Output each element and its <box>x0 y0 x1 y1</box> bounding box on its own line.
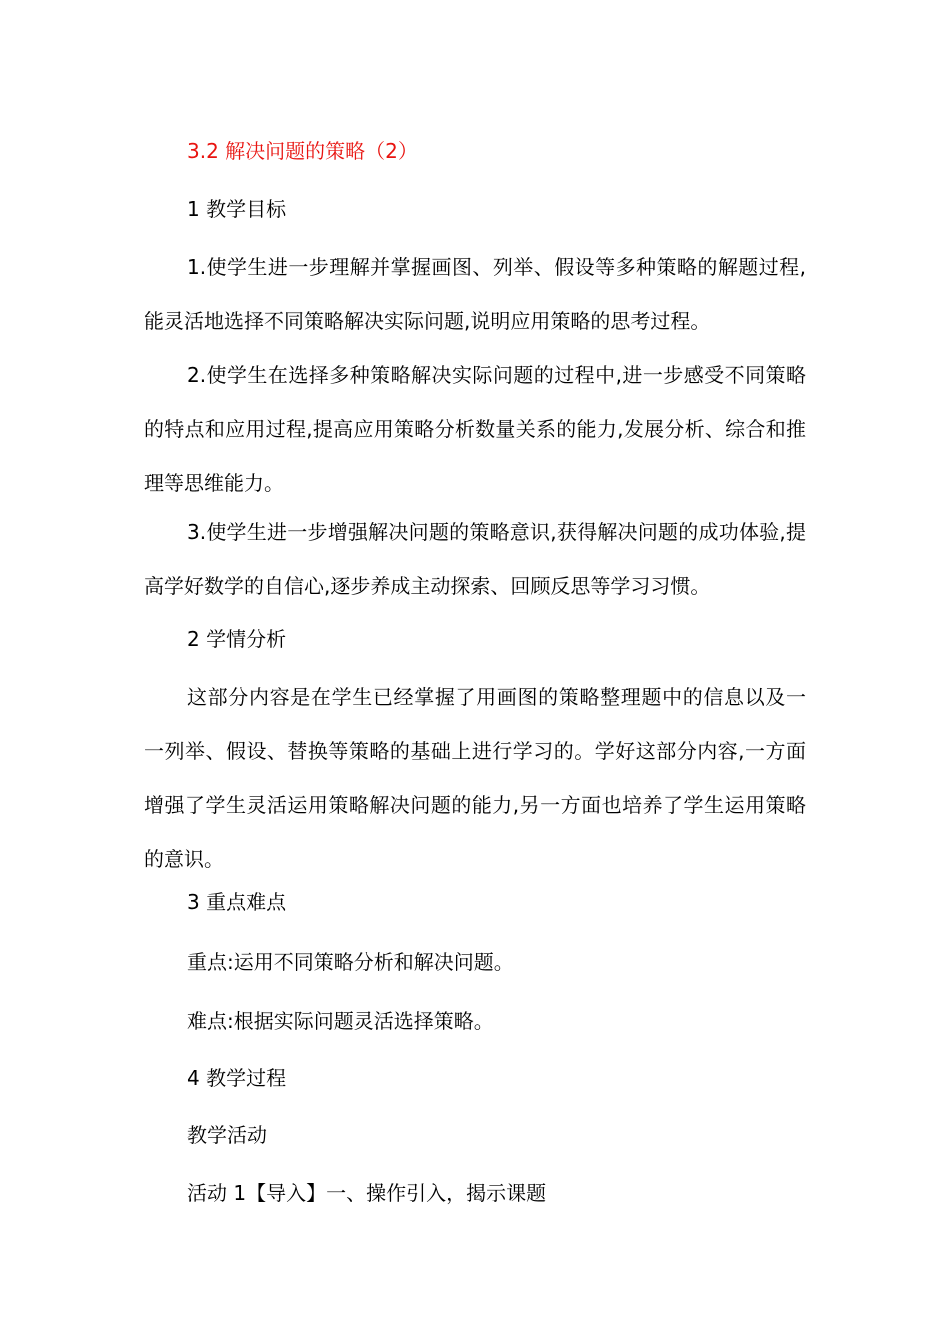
teaching-goal-3: 3.使学生进一步增强解决问题的策略意识,获得解决问题的成功体验,提高学好数学的自信心,逐步养成主动探索、回顾反思等学习习惯。 <box>144 520 806 598</box>
section-heading-student-analysis: 2 学情分析 <box>187 627 287 651</box>
section-heading-teaching-process: 4 教学过程 <box>187 1066 287 1090</box>
teaching-goal-1: 1.使学生进一步理解并掌握画图、列举、假设等多种策略的解题过程,能灵活地选择不同策略解决实际问题,说明应用策略的思考过程。 <box>144 255 806 333</box>
difficult-point: 难点:根据实际问题灵活选择策略。 <box>187 1009 494 1033</box>
student-analysis-paragraph: 这部分内容是在学生已经掌握了用画图的策略整理题中的信息以及一一列举、假设、替换等策略的基础上进行学习的。学好这部分内容,一方面增强了学生灵活运用策略解决问题的能力,另一方面也培养了学生运用策略的意识。 <box>144 685 806 871</box>
teaching-goal-2: 2.使学生在选择多种策略解决实际问题的过程中,进一步感受不同策略的特点和应用过程,提高应用策略分析数量关系的能力,发展分析、综合和推理等思维能力。 <box>144 363 806 495</box>
activity-1: 活动 1【导入】一、操作引入，揭示课题 <box>187 1181 547 1205</box>
section-heading-teaching-goals: 1 教学目标 <box>187 197 287 221</box>
key-point: 重点:运用不同策略分析和解决问题。 <box>187 950 514 974</box>
section-heading-key-difficult: 3 重点难点 <box>187 890 287 914</box>
document-title: 3.2 解决问题的策略（2） <box>187 139 418 163</box>
activities-heading: 教学活动 <box>187 1123 267 1147</box>
